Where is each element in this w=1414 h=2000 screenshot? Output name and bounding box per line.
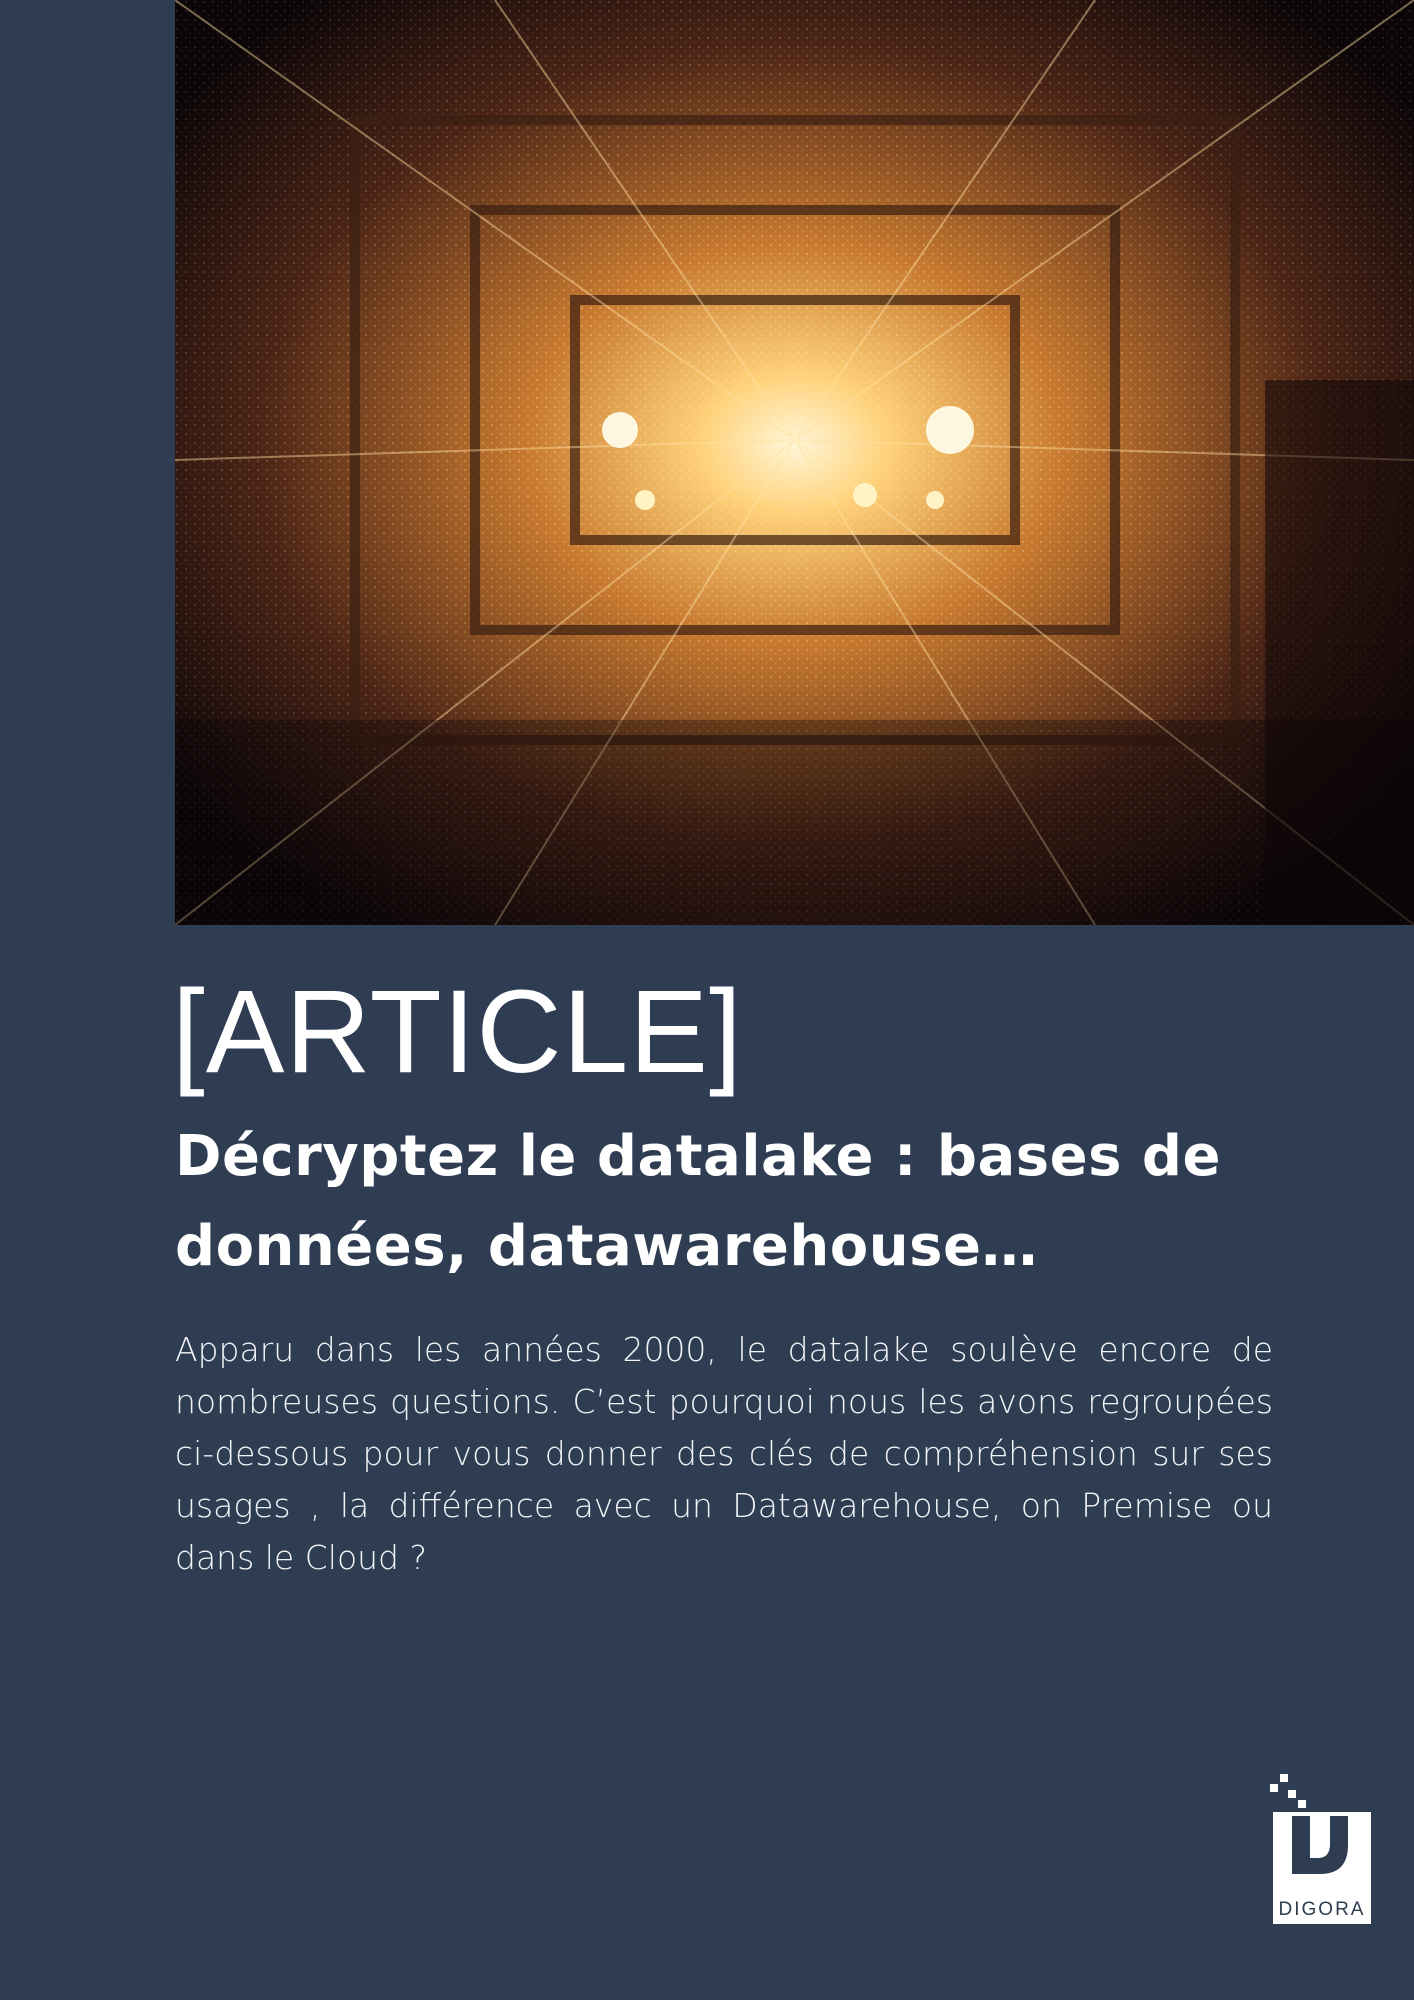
logo-wordmark: DIGORA <box>1278 1899 1366 1920</box>
article-intro: Apparu dans les années 2000, le datalake soulève encore de nombreuses questions. C’est pourquoi nous les avons regroupées ci-dessous pour vous donner des clés de compréhension sur ses usages , la différence avec un Datawarehouse, on Premise ou dans le Cloud ? <box>175 1330 1273 1577</box>
digora-logo <box>1270 1770 1374 1930</box>
article-label: [ARTICLE] <box>172 966 743 1098</box>
hero-image <box>175 0 1414 925</box>
article-headline: Décryptez le datalake : bases de données, datawarehouse… <box>175 1124 1221 1279</box>
light-tunnel-photo <box>175 0 1414 925</box>
